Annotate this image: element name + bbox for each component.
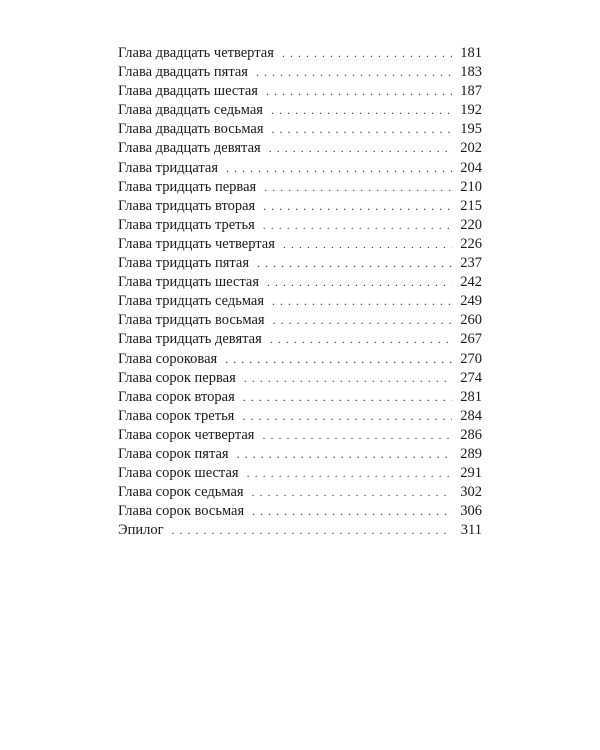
dot-leader (263, 197, 452, 216)
toc-entry-page: 220 (460, 216, 482, 233)
toc-entry[interactable] (118, 426, 482, 445)
toc-entry-title: Глава сорок пятая (118, 445, 229, 462)
toc-entry-page: 306 (460, 503, 482, 520)
toc-entry-title: Глава сорок восьмая (118, 503, 245, 520)
dot-leader (252, 483, 452, 502)
toc-entry[interactable] (118, 159, 482, 178)
dot-leader (172, 521, 452, 540)
dot-leader (263, 216, 452, 235)
toc-entry-title: Глава двадцать четвертая (118, 45, 274, 61)
toc-entry-title: Глава тридцать шестая (118, 274, 259, 291)
toc-entry[interactable] (118, 369, 482, 388)
toc-entry-page: 289 (460, 445, 482, 462)
toc-entry-title: Глава тридцать седьмая (118, 293, 265, 310)
toc-entry-page: 281 (460, 388, 482, 405)
toc-entry-title: Глава тридцать первая (118, 178, 257, 195)
dot-leader (247, 464, 452, 483)
toc-entry[interactable] (118, 407, 482, 426)
toc-entry[interactable] (118, 178, 482, 197)
toc-entry-page: 187 (460, 83, 482, 100)
toc-entry-title: Глава сорок третья (118, 407, 235, 424)
toc-entry[interactable] (118, 330, 482, 349)
dot-leader (243, 388, 452, 407)
toc-entry[interactable] (118, 502, 482, 521)
toc-entry-title: Глава двадцать восьмая (118, 121, 264, 138)
toc-entry-title: Глава тридцать третья (118, 216, 255, 233)
dot-leader (237, 445, 452, 464)
toc-entry-title: Глава сорок первая (118, 369, 236, 386)
dot-leader (252, 502, 452, 521)
toc-entry-title: Глава двадцать девятая (118, 140, 261, 157)
toc-entry-page: 210 (460, 178, 482, 195)
dot-leader (266, 82, 452, 101)
toc-entry[interactable] (118, 350, 482, 369)
toc-entry-title: Глава тридцать вторая (118, 197, 256, 214)
dot-leader (226, 159, 452, 178)
toc-entry[interactable] (118, 216, 482, 235)
toc-entry-title: Глава сорок вторая (118, 388, 235, 405)
toc-entry-page: 302 (460, 484, 482, 501)
toc-entry-page: 183 (460, 64, 482, 81)
toc-entry-page: 242 (460, 274, 482, 291)
dot-leader (270, 330, 452, 349)
toc-entry[interactable] (118, 235, 482, 254)
toc-entry-page: 249 (460, 293, 482, 310)
toc-entry[interactable] (118, 292, 482, 311)
dot-leader (264, 178, 452, 197)
toc-entry[interactable] (118, 44, 482, 63)
toc-entry-title: Глава двадцать шестая (118, 83, 258, 100)
dot-leader (225, 350, 452, 369)
toc-entry[interactable] (118, 445, 482, 464)
toc-entry-page: 215 (460, 197, 482, 214)
dot-leader (267, 273, 452, 292)
dot-leader (283, 235, 452, 254)
toc-entry[interactable] (118, 197, 482, 216)
toc-entry[interactable] (118, 139, 482, 158)
dot-leader (244, 369, 452, 388)
dot-leader (256, 63, 452, 82)
toc-entry-title: Глава тридцать восьмая (118, 312, 265, 329)
toc-entry-title: Глава сорок седьмая (118, 484, 244, 501)
toc-entry-page: 226 (460, 235, 482, 252)
toc-entry-page: 195 (460, 121, 482, 138)
toc-entry[interactable] (118, 483, 482, 502)
table-of-contents (118, 44, 482, 540)
toc-entry-page: 291 (460, 465, 482, 482)
dot-leader (269, 139, 452, 158)
dot-leader (282, 44, 452, 63)
toc-entry[interactable] (118, 388, 482, 407)
dot-leader (272, 120, 452, 139)
toc-entry[interactable] (118, 254, 482, 273)
toc-entry[interactable] (118, 82, 482, 101)
toc-entry[interactable] (118, 311, 482, 330)
dot-leader (271, 101, 452, 120)
toc-entry-page: 192 (460, 102, 482, 119)
toc-entry-title: Глава сорок четвертая (118, 426, 255, 443)
toc-entry[interactable] (118, 273, 482, 292)
dot-leader (273, 311, 452, 330)
toc-entry-page: 181 (460, 45, 482, 61)
toc-entry-title: Глава тридцать пятая (118, 255, 250, 272)
toc-entry-title: Глава тридцать девятая (118, 331, 262, 348)
toc-entry[interactable] (118, 101, 482, 120)
toc-entry[interactable] (118, 120, 482, 139)
toc-entry-title: Глава сорок шестая (118, 465, 239, 482)
toc-entry-title: Глава двадцать седьмая (118, 102, 263, 119)
toc-entry-page: 311 (460, 522, 482, 539)
dot-leader (262, 426, 452, 445)
toc-entry-title: Глава сороковая (118, 350, 218, 367)
toc-entry-page: 202 (460, 140, 482, 157)
toc-entry-page: 267 (460, 331, 482, 348)
toc-entry-page: 204 (460, 159, 482, 176)
toc-entry[interactable] (118, 464, 482, 483)
toc-entry-page: 274 (460, 369, 482, 386)
toc-entry-page: 237 (460, 255, 482, 272)
dot-leader (272, 292, 452, 311)
toc-entry-page: 260 (460, 312, 482, 329)
toc-entry-title: Глава двадцать пятая (118, 64, 248, 81)
toc-entry-title: Глава тридцать четвертая (118, 235, 275, 252)
toc-entry-title: Эпилог (118, 522, 164, 539)
toc-entry-epilogue[interactable] (118, 521, 482, 540)
toc-entry-page: 286 (460, 426, 482, 443)
toc-entry-title: Глава тридцатая (118, 159, 219, 176)
toc-entry-page: 284 (460, 407, 482, 424)
dot-leader (242, 407, 452, 426)
dot-leader (257, 254, 452, 273)
toc-entry-page: 270 (460, 350, 482, 367)
toc-entry[interactable] (118, 63, 482, 82)
